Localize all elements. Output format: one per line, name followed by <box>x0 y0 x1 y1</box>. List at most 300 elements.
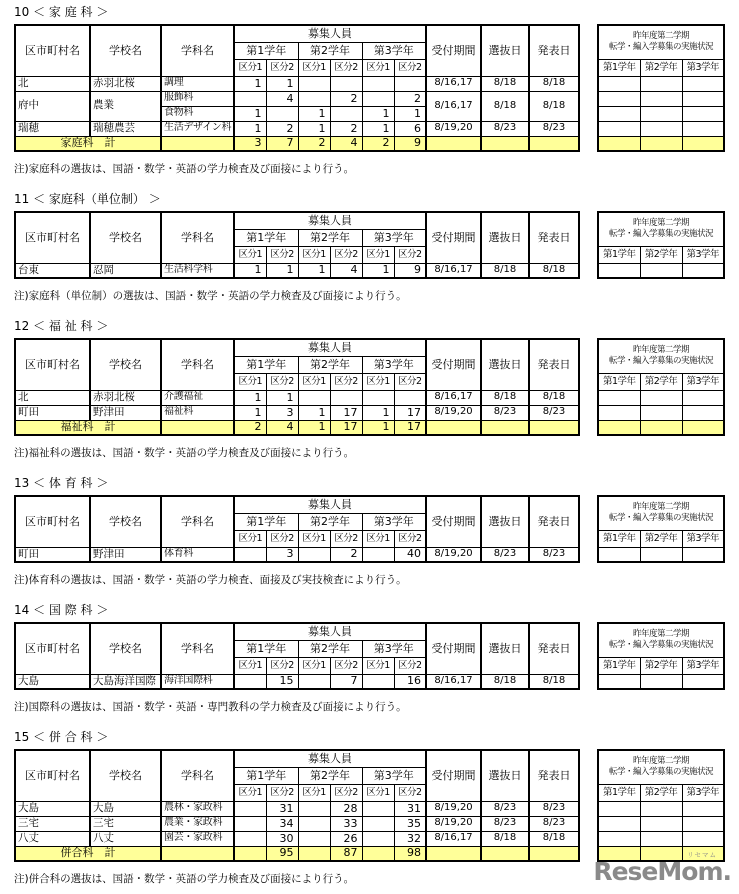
grade1-header: 第1学年 <box>234 229 298 246</box>
cell-count <box>298 816 330 831</box>
cell-school: 三宅 <box>90 816 161 831</box>
prev-title <box>598 623 724 657</box>
grade2-header: 第2学年 <box>640 784 682 801</box>
cell-period <box>426 136 481 151</box>
section-title: 15 ＜ 併 合 科 ＞ <box>14 730 109 744</box>
prev-total-row <box>598 136 724 151</box>
grade2-header: 第2学年 <box>640 373 682 390</box>
cell-period: 8/16,17 <box>426 91 481 121</box>
cell-announce-date: 8/18 <box>529 831 579 846</box>
prev-title <box>598 25 724 59</box>
cell-count: 17 <box>394 405 426 420</box>
grade3-header: 第3学年 <box>362 356 426 373</box>
dept-header: 学科名 <box>161 750 234 801</box>
cell-announce-date <box>529 846 579 861</box>
div2-header: 区分2 <box>330 530 362 547</box>
prev-title-line2: 転学・編入学募集の実施状況 <box>609 513 714 524</box>
cell-school: 農業 <box>90 91 161 121</box>
prev-year-status-table <box>597 495 725 563</box>
cell-count: 1 <box>266 390 298 405</box>
grade1-header: 第1学年 <box>234 513 298 530</box>
cell-count <box>298 547 330 562</box>
div2-header: 区分2 <box>266 373 298 390</box>
div1-header: 区分1 <box>298 246 330 263</box>
cell-total-count: 1 <box>362 420 394 435</box>
prev-cell <box>598 674 640 689</box>
div2-header: 区分2 <box>394 657 426 674</box>
cell-count: 31 <box>394 801 426 816</box>
div1-header: 区分1 <box>234 784 266 801</box>
prev-header-row <box>598 623 724 657</box>
prev-cell <box>640 106 682 121</box>
table-row <box>15 91 579 106</box>
cell-announce-date: 8/18 <box>529 263 579 278</box>
announce-header: 発表日 <box>529 25 579 76</box>
period-header: 受付期間 <box>426 750 481 801</box>
prev-cell <box>598 390 640 405</box>
cell-selection-date: 8/23 <box>481 801 529 816</box>
div1-header: 区分1 <box>234 530 266 547</box>
tables-row <box>14 749 739 862</box>
cell-school: 野津田 <box>90 547 161 562</box>
section-title: 11 ＜ 家庭科（単位制） ＞ <box>14 192 161 206</box>
prev-year-status-table <box>597 622 725 690</box>
div2-header: 区分2 <box>394 246 426 263</box>
cell-district: 八丈 <box>15 831 90 846</box>
cell-period: 8/19,20 <box>426 405 481 420</box>
prev-title-line2: 転学・編入学募集の実施状況 <box>609 767 714 778</box>
grade2-header: 第2学年 <box>640 530 682 547</box>
note: 注)家庭科の選抜は、国語・数学・英語の学力検査及び面接により行う。 <box>14 163 355 175</box>
cell-count <box>234 91 266 106</box>
cell-district: 北 <box>15 76 90 91</box>
total-label: 福祉科 計 <box>15 420 161 435</box>
recruit-header: 募集人員 <box>234 750 426 767</box>
div1-header: 区分1 <box>362 784 394 801</box>
cell-district: 瑞穂 <box>15 121 90 136</box>
table-row <box>15 405 579 420</box>
total-label: 家庭科 計 <box>15 136 161 151</box>
grade3-header: 第3学年 <box>682 530 724 547</box>
div1-header: 区分1 <box>234 246 266 263</box>
grade2-header: 第2学年 <box>640 59 682 76</box>
cell-period: 8/16,17 <box>426 674 481 689</box>
prev-cell <box>640 263 682 278</box>
div1-header: 区分1 <box>362 246 394 263</box>
cell-count <box>362 76 394 91</box>
recruitment-table <box>14 24 580 152</box>
recruitment-table <box>14 622 580 690</box>
dept-header: 学科名 <box>161 25 234 76</box>
prev-title-line1: 昨年度第二学期 <box>633 31 690 42</box>
district-header: 区市町村名 <box>15 750 90 801</box>
cell-total-count: 95 <box>266 846 298 861</box>
prev-cell <box>682 674 724 689</box>
cell-count: 26 <box>330 831 362 846</box>
prev-row <box>598 76 724 91</box>
grade2-header: 第2学年 <box>298 767 362 784</box>
dept-header: 学科名 <box>161 212 234 263</box>
prev-year-status-table <box>597 24 725 152</box>
tables-row <box>14 211 739 279</box>
cell-count <box>298 76 330 91</box>
grade3-header: 第3学年 <box>682 246 724 263</box>
grade1-header: 第1学年 <box>598 246 640 263</box>
prev-cell <box>682 106 724 121</box>
cell-dept: 海洋国際科 <box>161 674 234 689</box>
div1-header: 区分1 <box>362 530 394 547</box>
div2-header: 区分2 <box>394 784 426 801</box>
prev-cell <box>640 76 682 91</box>
cell-school: 大島 <box>90 801 161 816</box>
prev-title-line2: 転学・編入学募集の実施状況 <box>609 42 714 53</box>
prev-cell <box>640 91 682 106</box>
selection-header: 選抜日 <box>481 750 529 801</box>
grade2-header: 第2学年 <box>298 640 362 657</box>
cell-district: 三宅 <box>15 816 90 831</box>
cell-district: 町田 <box>15 547 90 562</box>
grade3-header: 第3学年 <box>362 42 426 59</box>
cell-selection-date <box>481 846 529 861</box>
cell-selection-date: 8/18 <box>481 390 529 405</box>
div2-header: 区分2 <box>266 784 298 801</box>
prev-row <box>598 390 724 405</box>
cell-count <box>266 106 298 121</box>
school-header: 学校名 <box>90 25 161 76</box>
prev-row <box>598 831 724 846</box>
recruit-header: 募集人員 <box>234 496 426 513</box>
announce-header: 発表日 <box>529 750 579 801</box>
grade3-header: 第3学年 <box>362 229 426 246</box>
cell-count: 32 <box>394 831 426 846</box>
prev-cell <box>640 405 682 420</box>
prev-cell <box>640 801 682 816</box>
prev-cell <box>682 831 724 846</box>
cell-period <box>426 846 481 861</box>
table-row <box>15 801 579 816</box>
prev-cell <box>598 801 640 816</box>
cell-count <box>234 547 266 562</box>
div1-header: 区分1 <box>362 657 394 674</box>
prev-row <box>598 674 724 689</box>
announce-header: 発表日 <box>529 496 579 547</box>
div1-header: 区分1 <box>298 59 330 76</box>
period-header: 受付期間 <box>426 339 481 390</box>
prev-row <box>598 106 724 121</box>
cell-count <box>234 831 266 846</box>
prev-cell <box>682 91 724 106</box>
prev-grade-row <box>598 784 724 801</box>
cell-count <box>330 390 362 405</box>
selection-header: 選抜日 <box>481 496 529 547</box>
cell-total-count: 2 <box>234 420 266 435</box>
prev-cell <box>682 390 724 405</box>
header-row <box>15 750 579 767</box>
div2-header: 区分2 <box>330 246 362 263</box>
cell-period <box>426 420 481 435</box>
div1-header: 区分1 <box>362 59 394 76</box>
cell-count <box>394 390 426 405</box>
cell-total-count: 98 <box>394 846 426 861</box>
cell-district: 北 <box>15 390 90 405</box>
cell-selection-date: 8/18 <box>481 831 529 846</box>
cell-count <box>298 91 330 106</box>
cell-count: 1 <box>298 263 330 278</box>
div1-header: 区分1 <box>298 657 330 674</box>
cell-school: 大島海洋国際 <box>90 674 161 689</box>
header-row <box>15 496 579 513</box>
cell-total-count: 9 <box>394 136 426 151</box>
cell-dept: 福祉科 <box>161 405 234 420</box>
cell-count: 35 <box>394 816 426 831</box>
div2-header: 区分2 <box>266 530 298 547</box>
recruit-header: 募集人員 <box>234 25 426 42</box>
div2-header: 区分2 <box>330 373 362 390</box>
cell-school: 瑞穂農芸 <box>90 121 161 136</box>
prev-year-status-table <box>597 211 725 279</box>
total-row <box>15 136 579 151</box>
cell-dept: 生活デザイン科 <box>161 121 234 136</box>
cell-count <box>362 801 394 816</box>
school-header: 学校名 <box>90 212 161 263</box>
prev-row <box>598 405 724 420</box>
cell-school: 赤羽北桜 <box>90 390 161 405</box>
prev-grade-row <box>598 246 724 263</box>
table-row <box>15 263 579 278</box>
announce-header: 発表日 <box>529 212 579 263</box>
grade1-header: 第1学年 <box>234 640 298 657</box>
grade1-header: 第1学年 <box>598 657 640 674</box>
prev-cell <box>598 121 640 136</box>
cell-count: 1 <box>234 263 266 278</box>
district-header: 区市町村名 <box>15 496 90 547</box>
prev-cell <box>598 136 640 151</box>
school-header: 学校名 <box>90 339 161 390</box>
district-header: 区市町村名 <box>15 623 90 674</box>
cell-dept: 生活科学科 <box>161 263 234 278</box>
cell-total-count: 87 <box>330 846 362 861</box>
cell-dept: 園芸・家政科 <box>161 831 234 846</box>
prev-cell <box>598 263 640 278</box>
cell-count <box>298 674 330 689</box>
recruit-header: 募集人員 <box>234 623 426 640</box>
cell-count <box>362 831 394 846</box>
prev-cell <box>640 390 682 405</box>
cell-count: 1 <box>234 121 266 136</box>
table-row <box>15 547 579 562</box>
div1-header: 区分1 <box>362 373 394 390</box>
cell-total-count: 4 <box>330 136 362 151</box>
prev-cell <box>682 121 724 136</box>
cell-district: 大島 <box>15 674 90 689</box>
total-row <box>15 846 579 861</box>
cell-period: 8/16,17 <box>426 263 481 278</box>
district-header: 区市町村名 <box>15 212 90 263</box>
cell-dept: 食物科 <box>161 106 234 121</box>
cell-count: 33 <box>330 816 362 831</box>
cell-count <box>234 674 266 689</box>
cell-selection-date <box>481 420 529 435</box>
cell-count: 1 <box>362 121 394 136</box>
prev-cell <box>598 76 640 91</box>
div1-header: 区分1 <box>298 373 330 390</box>
note: 注)家庭科（単位制）の選抜は、国語・数学・英語の学力検査及び面接により行う。 <box>14 290 407 302</box>
div2-header: 区分2 <box>394 530 426 547</box>
cell-count <box>298 831 330 846</box>
cell-period: 8/19,20 <box>426 816 481 831</box>
grade1-header: 第1学年 <box>598 530 640 547</box>
table-row <box>15 674 579 689</box>
cell-dept: 服飾科 <box>161 91 234 106</box>
cell-count <box>362 547 394 562</box>
selection-header: 選抜日 <box>481 623 529 674</box>
table-row <box>15 816 579 831</box>
period-header: 受付期間 <box>426 212 481 263</box>
cell-count <box>298 390 330 405</box>
section-home-economics-credit <box>14 192 739 303</box>
cell-total-count <box>298 846 330 861</box>
note: 注)福祉科の選抜は、国語・数学・英語の学力検査及び面接により行う。 <box>14 447 355 459</box>
table-row <box>15 76 579 91</box>
cell-announce-date: 8/18 <box>529 91 579 121</box>
period-header: 受付期間 <box>426 25 481 76</box>
cell-count <box>362 91 394 106</box>
cell-count: 40 <box>394 547 426 562</box>
dept-header: 学科名 <box>161 623 234 674</box>
cell-period: 8/19,20 <box>426 801 481 816</box>
div1-header: 区分1 <box>298 784 330 801</box>
cell-total-count: 7 <box>266 136 298 151</box>
school-header: 学校名 <box>90 623 161 674</box>
cell-selection-date: 8/18 <box>481 76 529 91</box>
div2-header: 区分2 <box>266 59 298 76</box>
cell-dept <box>161 136 234 151</box>
div1-header: 区分1 <box>234 59 266 76</box>
cell-count: 1 <box>266 76 298 91</box>
prev-cell <box>598 420 640 435</box>
selection-header: 選抜日 <box>481 212 529 263</box>
cell-dept <box>161 420 234 435</box>
cell-announce-date: 8/23 <box>529 547 579 562</box>
cell-period: 8/16,17 <box>426 76 481 91</box>
grade2-header: 第2学年 <box>298 42 362 59</box>
logo-ruby-text: リセマム <box>687 851 717 859</box>
cell-total-count: 1 <box>298 420 330 435</box>
prev-cell <box>682 263 724 278</box>
cell-count <box>234 801 266 816</box>
recruitment-table <box>14 749 580 862</box>
note: 注)併合科の選抜は、国語・数学・英語の学力検査及び面接により行う。 <box>14 873 355 885</box>
section-international <box>14 603 739 714</box>
cell-dept: 体育科 <box>161 547 234 562</box>
cell-total-count: 2 <box>362 136 394 151</box>
prev-cell <box>682 801 724 816</box>
grade1-header: 第1学年 <box>234 767 298 784</box>
dept-header: 学科名 <box>161 496 234 547</box>
cell-district: 町田 <box>15 405 90 420</box>
prev-cell <box>640 816 682 831</box>
prev-grade-row <box>598 657 724 674</box>
div2-header: 区分2 <box>330 657 362 674</box>
prev-cell <box>598 816 640 831</box>
prev-grade-row <box>598 59 724 76</box>
cell-selection-date: 8/23 <box>481 816 529 831</box>
prev-row <box>598 263 724 278</box>
prev-row <box>598 816 724 831</box>
prev-year-status-table <box>597 338 725 436</box>
cell-total-count: 17 <box>394 420 426 435</box>
recruit-header: 募集人員 <box>234 212 426 229</box>
cell-total-count: 17 <box>330 420 362 435</box>
cell-count: 1 <box>234 76 266 91</box>
cell-announce-date: 8/23 <box>529 816 579 831</box>
cell-period: 8/16,17 <box>426 390 481 405</box>
section-home-economics <box>14 5 739 176</box>
grade2-header: 第2学年 <box>640 246 682 263</box>
header-row <box>15 623 579 640</box>
school-header: 学校名 <box>90 750 161 801</box>
div2-header: 区分2 <box>330 784 362 801</box>
period-header: 受付期間 <box>426 623 481 674</box>
prev-header-row <box>598 496 724 530</box>
prev-title <box>598 339 724 373</box>
cell-announce-date <box>529 420 579 435</box>
cell-total-count <box>234 846 266 861</box>
cell-total-count: 2 <box>298 136 330 151</box>
prev-grade-row <box>598 530 724 547</box>
prev-cell <box>640 547 682 562</box>
recruitment-table <box>14 495 580 563</box>
prev-row <box>598 121 724 136</box>
tables-row <box>14 622 739 690</box>
cell-count: 1 <box>234 390 266 405</box>
div2-header: 区分2 <box>394 373 426 390</box>
cell-count: 1 <box>394 106 426 121</box>
note: 注)国際科の選抜は、国語・数学・英語・専門教科の学力検査及び面接により行う。 <box>14 701 407 713</box>
cell-announce-date: 8/23 <box>529 121 579 136</box>
cell-count: 17 <box>330 405 362 420</box>
prev-cell <box>598 831 640 846</box>
cell-count <box>330 76 362 91</box>
cell-count: 1 <box>362 106 394 121</box>
grade2-header: 第2学年 <box>298 513 362 530</box>
prev-title <box>598 750 724 784</box>
grade1-header: 第1学年 <box>234 42 298 59</box>
announce-header: 発表日 <box>529 623 579 674</box>
prev-header-row <box>598 339 724 373</box>
cell-count: 2 <box>330 91 362 106</box>
cell-announce-date: 8/18 <box>529 76 579 91</box>
tables-row <box>14 338 739 436</box>
cell-count: 2 <box>330 121 362 136</box>
cell-period: 8/19,20 <box>426 121 481 136</box>
prev-row <box>598 91 724 106</box>
prev-header-row <box>598 750 724 784</box>
cell-dept: 農林・家政科 <box>161 801 234 816</box>
cell-selection-date: 8/18 <box>481 91 529 121</box>
selection-header: 選抜日 <box>481 25 529 76</box>
prev-title-line1: 昨年度第二学期 <box>633 629 690 640</box>
cell-total-count: 4 <box>266 420 298 435</box>
cell-selection-date: 8/23 <box>481 405 529 420</box>
cell-count: 3 <box>266 405 298 420</box>
cell-dept: 農業・家政科 <box>161 816 234 831</box>
resemom-logo <box>593 850 731 886</box>
cell-count: 4 <box>330 263 362 278</box>
cell-count: 4 <box>266 91 298 106</box>
cell-count: 1 <box>266 263 298 278</box>
cell-dept: 介護福祉 <box>161 390 234 405</box>
